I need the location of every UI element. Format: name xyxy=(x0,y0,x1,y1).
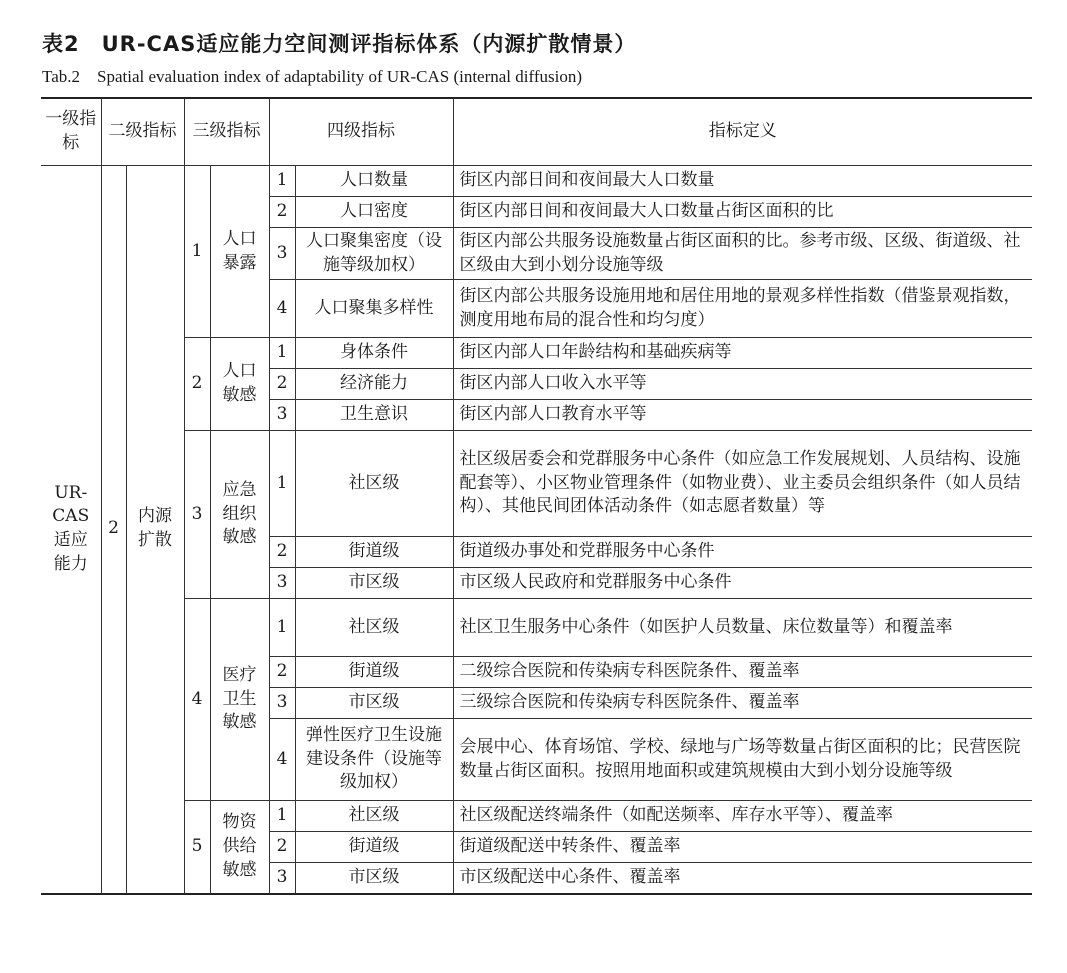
level4-name: 街道级 xyxy=(295,537,453,568)
level4-number: 3 xyxy=(269,688,295,719)
level4-number: 2 xyxy=(269,657,295,688)
level4-name: 人口聚集多样性 xyxy=(295,280,453,338)
table-body xyxy=(41,166,1032,894)
indicator-definition: 市区级人民政府和党群服务中心条件 xyxy=(453,568,1032,599)
table-title-en: Tab.2 Spatial evaluation index of adaptability of UR-CAS (internal diffusion) xyxy=(42,67,583,86)
table-row xyxy=(41,338,1032,369)
level4-number: 3 xyxy=(269,228,295,280)
header-definition: 指标定义 xyxy=(453,98,1032,166)
level4-number: 4 xyxy=(269,280,295,338)
level4-name: 卫生意识 xyxy=(295,400,453,431)
indicator-definition: 社区卫生服务中心条件（如医护人员数量、床位数量等）和覆盖率 xyxy=(453,599,1032,657)
indicator-definition: 街区内部日间和夜间最大人口数量占街区面积的比 xyxy=(453,197,1032,228)
level2-label: 内源扩散 xyxy=(126,166,184,894)
indicator-definition: 街道级办事处和党群服务中心条件 xyxy=(453,537,1032,568)
level4-name: 市区级 xyxy=(295,863,453,894)
level4-name: 人口数量 xyxy=(295,166,453,197)
level4-name: 人口聚集密度（设施等级加权） xyxy=(295,228,453,280)
level4-number: 2 xyxy=(269,369,295,400)
table-row xyxy=(41,801,1032,832)
level4-number: 2 xyxy=(269,537,295,568)
header-level1: 一级指标 xyxy=(41,98,101,166)
level4-name: 身体条件 xyxy=(295,338,453,369)
header-level4: 四级指标 xyxy=(269,98,453,166)
index-table xyxy=(41,97,1032,895)
header-level2: 二级指标 xyxy=(101,98,184,166)
level3-label: 人口敏感 xyxy=(210,338,269,431)
level4-name: 街道级 xyxy=(295,657,453,688)
indicator-definition: 街区内部人口收入水平等 xyxy=(453,369,1032,400)
level4-number: 1 xyxy=(269,431,295,537)
level3-label: 医疗卫生敏感 xyxy=(210,599,269,801)
level4-name: 经济能力 xyxy=(295,369,453,400)
table-title-cn: 表2 UR-CAS适应能力空间测评指标体系（内源扩散情景） xyxy=(42,32,637,56)
level3-number: 3 xyxy=(184,431,210,599)
header-level3: 三级指标 xyxy=(184,98,269,166)
indicator-definition: 社区级配送终端条件（如配送频率、库存水平等）、覆盖率 xyxy=(453,801,1032,832)
indicator-definition: 街区内部人口教育水平等 xyxy=(453,400,1032,431)
indicator-definition: 三级综合医院和传染病专科医院条件、覆盖率 xyxy=(453,688,1032,719)
level3-number: 4 xyxy=(184,599,210,801)
level4-name: 弹性医疗卫生设施建设条件（设施等级加权） xyxy=(295,719,453,801)
level4-number: 1 xyxy=(269,801,295,832)
table-row xyxy=(41,431,1032,537)
indicator-definition: 二级综合医院和传染病专科医院条件、覆盖率 xyxy=(453,657,1032,688)
indicator-definition: 街道级配送中转条件、覆盖率 xyxy=(453,832,1032,863)
level4-name: 市区级 xyxy=(295,688,453,719)
level4-name: 市区级 xyxy=(295,568,453,599)
level3-number: 2 xyxy=(184,338,210,431)
indicator-definition: 社区级居委会和党群服务中心条件（如应急工作发展规划、人员结构、设施配套等）、小区物业管理条件（如物业费）、业主委员会组织条件（如人员结构）、其他民间团体活动条件（如志愿者数量）等 xyxy=(453,431,1032,537)
level4-number: 3 xyxy=(269,863,295,894)
indicator-definition: 会展中心、体育场馆、学校、绿地与广场等数量占街区面积的比；民营医院数量占街区面积。按照用地面积或建筑规模由大到小划分设施等级 xyxy=(453,719,1032,801)
level3-number: 5 xyxy=(184,801,210,894)
indicator-definition: 街区内部日间和夜间最大人口数量 xyxy=(453,166,1032,197)
level3-label: 人口暴露 xyxy=(210,166,269,338)
level4-name: 社区级 xyxy=(295,801,453,832)
level4-number: 3 xyxy=(269,568,295,599)
indicator-definition: 街区内部公共服务设施数量占街区面积的比。参考市级、区级、街道级、社区级由大到小划分设施等级 xyxy=(453,228,1032,280)
indicator-definition: 街区内部公共服务设施用地和居住用地的景观多样性指数（借鉴景观指数，测度用地布局的混合性和均匀度） xyxy=(453,280,1032,338)
level4-number: 1 xyxy=(269,599,295,657)
level4-name: 社区级 xyxy=(295,431,453,537)
indicator-definition: 街区内部人口年龄结构和基础疾病等 xyxy=(453,338,1032,369)
level3-label: 应急组织敏感 xyxy=(210,431,269,599)
level4-name: 人口密度 xyxy=(295,197,453,228)
table-header xyxy=(41,98,1032,166)
level4-number: 1 xyxy=(269,166,295,197)
level4-number: 2 xyxy=(269,197,295,228)
level3-label: 物资供给敏感 xyxy=(210,801,269,894)
level4-number: 2 xyxy=(269,832,295,863)
table-row xyxy=(41,599,1032,657)
level4-number: 3 xyxy=(269,400,295,431)
level3-number: 1 xyxy=(184,166,210,338)
indicator-definition: 市区级配送中心条件、覆盖率 xyxy=(453,863,1032,894)
level4-name: 街道级 xyxy=(295,832,453,863)
table-row xyxy=(41,166,1032,197)
level4-number: 1 xyxy=(269,338,295,369)
level4-name: 社区级 xyxy=(295,599,453,657)
level2-number: 2 xyxy=(101,166,126,894)
level4-number: 4 xyxy=(269,719,295,801)
level1-label: UR-CAS适应能力 xyxy=(41,166,101,894)
